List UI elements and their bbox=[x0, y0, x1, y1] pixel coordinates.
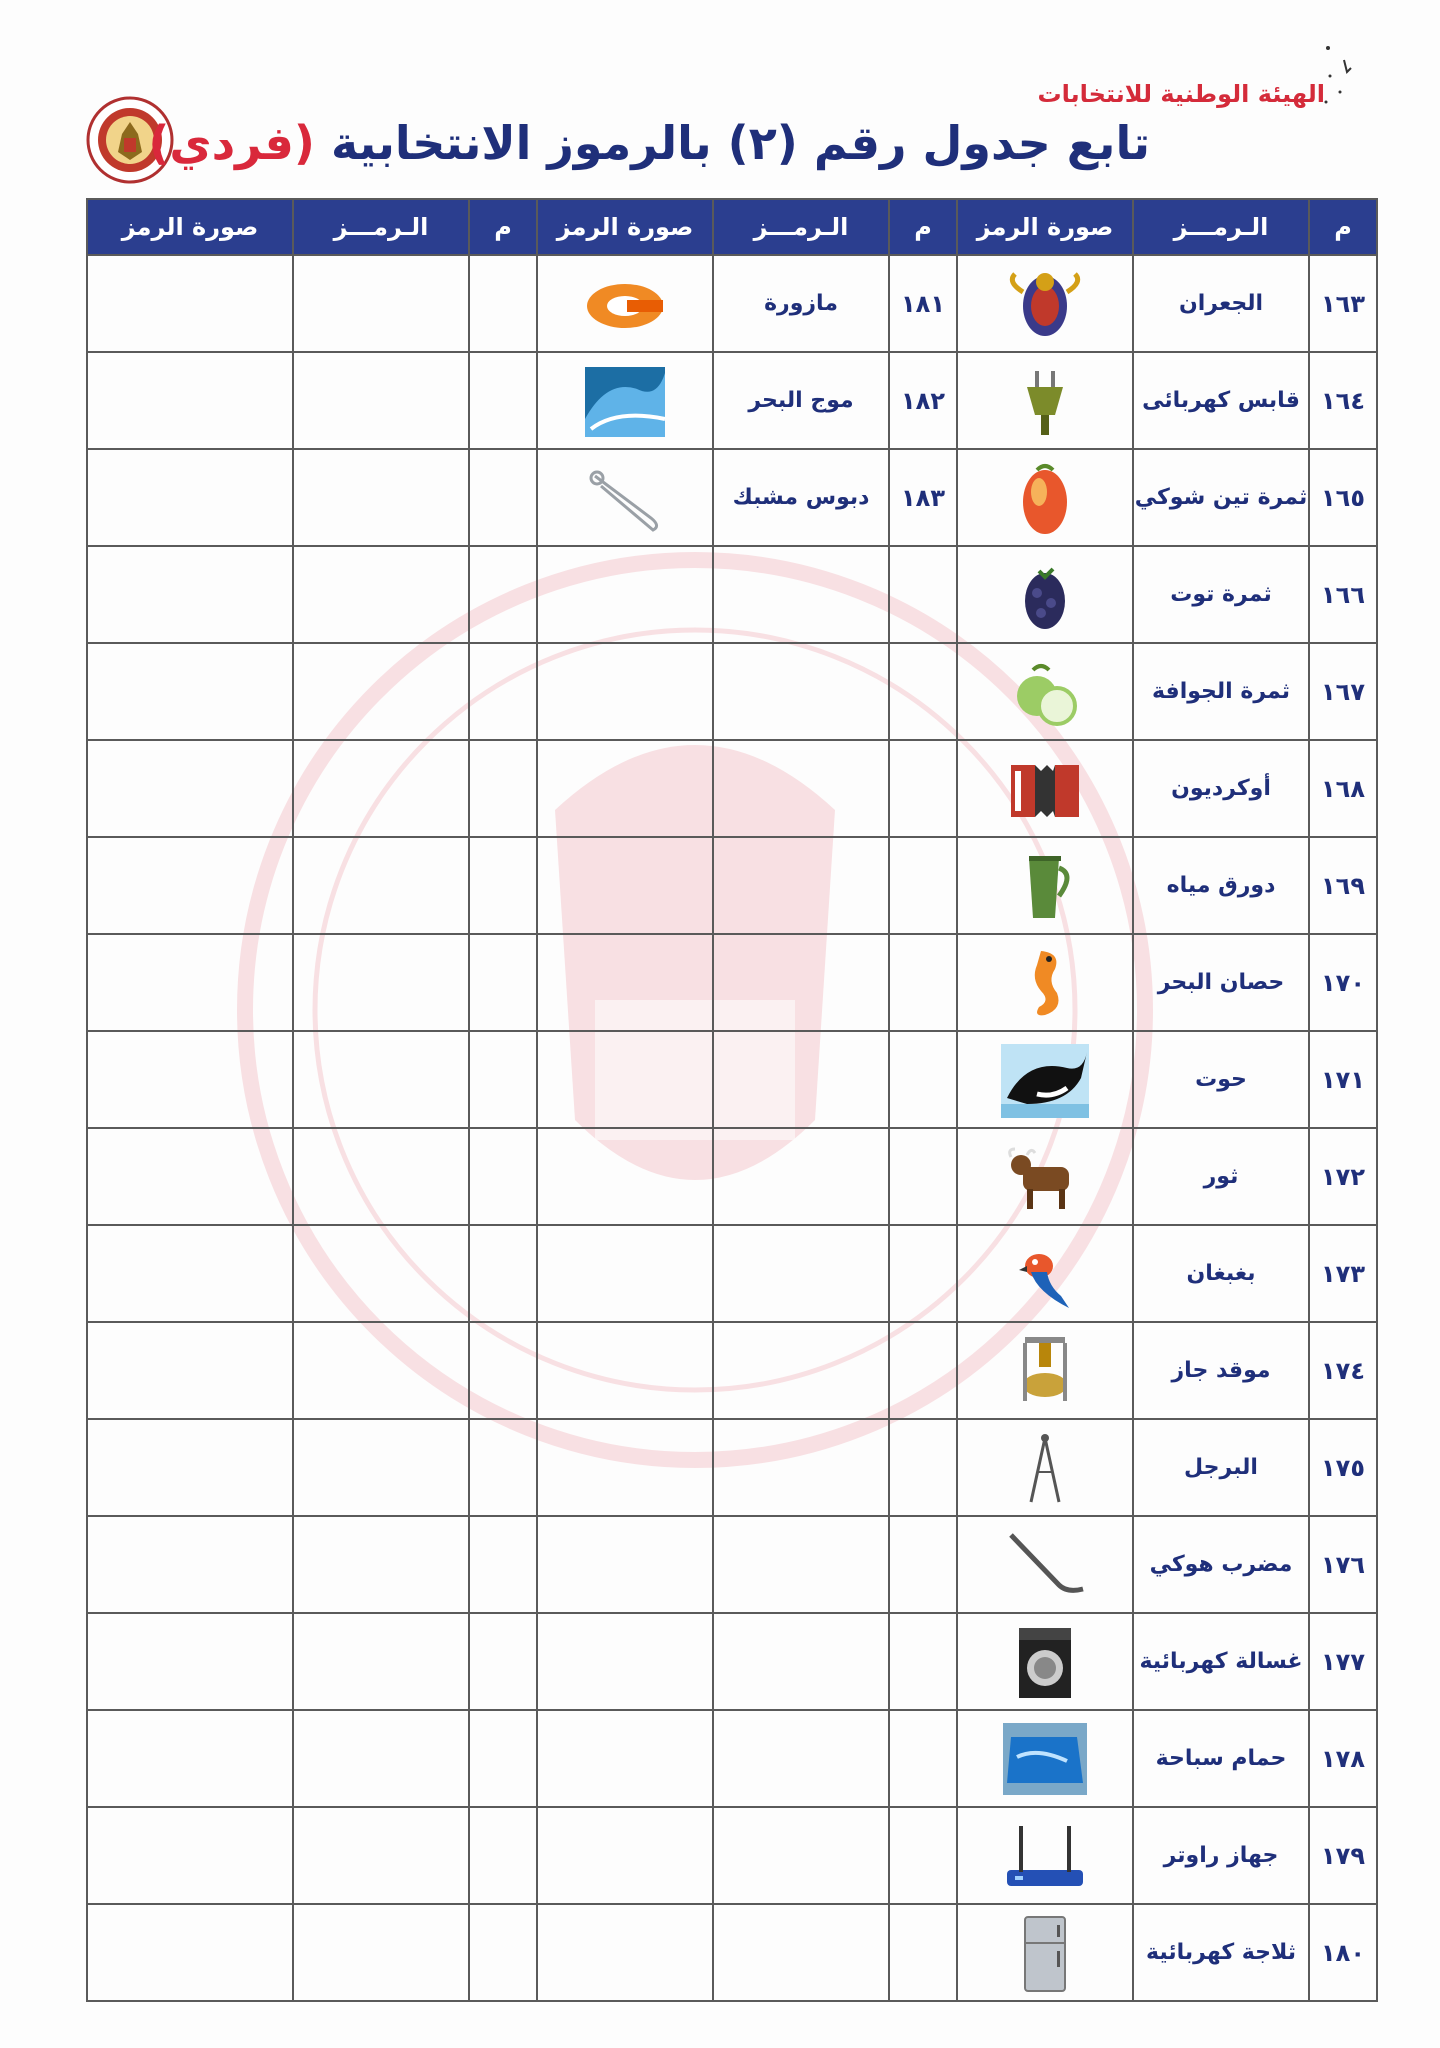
symbol-image-cell bbox=[87, 1322, 293, 1419]
col-header-number: م bbox=[1309, 199, 1377, 255]
symbol-name bbox=[713, 1128, 889, 1225]
row-number: ١٦٥ bbox=[1309, 449, 1377, 546]
row-number bbox=[469, 1128, 537, 1225]
symbol-image-cell bbox=[537, 1419, 713, 1516]
safety-pin-icon bbox=[577, 456, 673, 540]
table-row bbox=[87, 934, 1377, 1031]
symbol-name bbox=[713, 1613, 889, 1710]
symbol-name bbox=[293, 1225, 469, 1322]
symbol-image-cell bbox=[87, 1225, 293, 1322]
symbol-image-cell bbox=[87, 934, 293, 1031]
row-number bbox=[469, 1904, 537, 2001]
symbol-image-cell bbox=[87, 1031, 293, 1128]
symbol-name bbox=[713, 837, 889, 934]
bull-icon bbox=[997, 1135, 1093, 1219]
symbol-image-cell bbox=[537, 1516, 713, 1613]
symbol-image-cell bbox=[957, 1225, 1133, 1322]
row-number bbox=[889, 1710, 957, 1807]
row-number bbox=[469, 1322, 537, 1419]
row-number bbox=[469, 1613, 537, 1710]
symbol-image-cell bbox=[537, 740, 713, 837]
row-number bbox=[469, 1225, 537, 1322]
symbol-name bbox=[293, 1904, 469, 2001]
row-number bbox=[889, 1128, 957, 1225]
symbol-image-cell bbox=[87, 1807, 293, 1904]
symbol-name bbox=[293, 1031, 469, 1128]
symbol-image-cell bbox=[87, 546, 293, 643]
symbol-name: حمام سباحة bbox=[1133, 1710, 1309, 1807]
table-row bbox=[87, 352, 1377, 449]
row-number bbox=[889, 1904, 957, 2001]
symbol-name: موج البحر bbox=[713, 352, 889, 449]
symbol-name: موقد جاز bbox=[1133, 1322, 1309, 1419]
symbol-name bbox=[293, 643, 469, 740]
symbol-image-cell bbox=[957, 1516, 1133, 1613]
symbol-name: مضرب هوكي bbox=[1133, 1516, 1309, 1613]
symbol-image-cell bbox=[87, 1516, 293, 1613]
symbol-name: بغبغان bbox=[1133, 1225, 1309, 1322]
symbol-name bbox=[293, 1516, 469, 1613]
symbol-image-cell bbox=[957, 1031, 1133, 1128]
row-number bbox=[889, 1225, 957, 1322]
row-number bbox=[889, 1031, 957, 1128]
table-row bbox=[87, 1613, 1377, 1710]
row-number: ١٧٣ bbox=[1309, 1225, 1377, 1322]
symbol-image-cell bbox=[537, 643, 713, 740]
table-row bbox=[87, 1419, 1377, 1516]
whale-icon bbox=[997, 1038, 1093, 1122]
symbol-image-cell bbox=[537, 837, 713, 934]
symbol-image-cell bbox=[537, 352, 713, 449]
symbol-image-cell bbox=[87, 1613, 293, 1710]
row-number: ١٧٥ bbox=[1309, 1419, 1377, 1516]
symbol-name: دورق مياه bbox=[1133, 837, 1309, 934]
col-header-image: صورة الرمز bbox=[537, 199, 713, 255]
table-row bbox=[87, 255, 1377, 352]
symbol-image-cell bbox=[87, 837, 293, 934]
symbol-name bbox=[293, 1322, 469, 1419]
symbol-name: دبوس مشبك bbox=[713, 449, 889, 546]
symbol-name: البرجل bbox=[1133, 1419, 1309, 1516]
row-number: ١٨٣ bbox=[889, 449, 957, 546]
symbol-image-cell bbox=[537, 934, 713, 1031]
row-number bbox=[889, 1807, 957, 1904]
symbol-name bbox=[713, 1322, 889, 1419]
row-number bbox=[469, 255, 537, 352]
symbol-name: حوت bbox=[1133, 1031, 1309, 1128]
symbol-image-cell bbox=[957, 934, 1133, 1031]
symbol-image-cell bbox=[957, 449, 1133, 546]
symbol-image-cell bbox=[957, 1419, 1133, 1516]
col-header-number: م bbox=[889, 199, 957, 255]
guava-icon bbox=[997, 650, 1093, 734]
symbol-name bbox=[713, 643, 889, 740]
symbol-name: ثور bbox=[1133, 1128, 1309, 1225]
table-row bbox=[87, 546, 1377, 643]
symbol-image-cell bbox=[957, 1904, 1133, 2001]
symbol-name bbox=[293, 1710, 469, 1807]
col-header-number: م bbox=[469, 199, 537, 255]
table-row bbox=[87, 1710, 1377, 1807]
row-number bbox=[889, 546, 957, 643]
symbol-name bbox=[293, 1807, 469, 1904]
router-icon bbox=[997, 1814, 1093, 1898]
row-number bbox=[469, 1807, 537, 1904]
symbol-name: ثلاجة كهربائية bbox=[1133, 1904, 1309, 2001]
row-number: ١٨١ bbox=[889, 255, 957, 352]
symbol-name bbox=[713, 1031, 889, 1128]
row-number: ١٦٩ bbox=[1309, 837, 1377, 934]
row-number: ١٦٦ bbox=[1309, 546, 1377, 643]
row-number: ١٧٧ bbox=[1309, 1613, 1377, 1710]
symbol-name bbox=[293, 1128, 469, 1225]
row-number bbox=[469, 837, 537, 934]
symbol-name: حصان البحر bbox=[1133, 934, 1309, 1031]
symbol-image-cell bbox=[87, 643, 293, 740]
col-header-symbol: الـرمـــز bbox=[1133, 199, 1309, 255]
row-number bbox=[469, 1710, 537, 1807]
row-number bbox=[469, 1419, 537, 1516]
symbol-image-cell bbox=[87, 1710, 293, 1807]
symbol-image-cell bbox=[957, 352, 1133, 449]
symbol-name bbox=[293, 740, 469, 837]
col-header-symbol: الـرمـــز bbox=[293, 199, 469, 255]
row-number bbox=[469, 1516, 537, 1613]
seahorse-icon bbox=[997, 941, 1093, 1025]
symbol-image-cell bbox=[957, 740, 1133, 837]
row-number bbox=[469, 1031, 537, 1128]
symbol-name bbox=[713, 1710, 889, 1807]
symbol-name: قابس كهربائى bbox=[1133, 352, 1309, 449]
symbol-name bbox=[713, 740, 889, 837]
symbol-image-cell bbox=[537, 1904, 713, 2001]
symbol-image-cell bbox=[537, 449, 713, 546]
row-number: ١٧٨ bbox=[1309, 1710, 1377, 1807]
symbol-image-cell bbox=[537, 546, 713, 643]
symbol-name bbox=[293, 546, 469, 643]
symbol-image-cell bbox=[957, 546, 1133, 643]
symbols-table bbox=[86, 198, 1378, 2002]
symbol-name bbox=[713, 1516, 889, 1613]
symbol-name bbox=[713, 546, 889, 643]
table-body bbox=[87, 255, 1377, 2001]
symbol-image-cell bbox=[537, 1128, 713, 1225]
washing-machine-icon bbox=[997, 1620, 1093, 1704]
symbol-image-cell bbox=[87, 255, 293, 352]
row-number bbox=[889, 1322, 957, 1419]
row-number bbox=[889, 740, 957, 837]
accordion-icon bbox=[997, 747, 1093, 831]
table-row bbox=[87, 837, 1377, 934]
row-number: ١٧٤ bbox=[1309, 1322, 1377, 1419]
symbol-name bbox=[293, 1419, 469, 1516]
row-number bbox=[889, 643, 957, 740]
table-row bbox=[87, 1031, 1377, 1128]
symbol-name: أوكرديون bbox=[1133, 740, 1309, 837]
row-number: ١٧٢ bbox=[1309, 1128, 1377, 1225]
symbol-name bbox=[293, 449, 469, 546]
symbol-name bbox=[293, 837, 469, 934]
parrot-icon bbox=[997, 1232, 1093, 1316]
symbol-name bbox=[293, 1613, 469, 1710]
row-number bbox=[469, 934, 537, 1031]
prickly-pear-icon bbox=[997, 456, 1093, 540]
row-number: ١٦٣ bbox=[1309, 255, 1377, 352]
symbol-image-cell bbox=[537, 1807, 713, 1904]
row-number: ١٦٧ bbox=[1309, 643, 1377, 740]
row-number bbox=[469, 740, 537, 837]
scarab-icon bbox=[997, 262, 1093, 346]
symbol-image-cell bbox=[87, 1904, 293, 2001]
symbol-name bbox=[293, 352, 469, 449]
symbol-name bbox=[713, 1225, 889, 1322]
symbol-image-cell bbox=[87, 740, 293, 837]
symbol-name bbox=[713, 934, 889, 1031]
organization-name: الهيئة الوطنية للانتخابات bbox=[1037, 80, 1325, 108]
table-row bbox=[87, 1904, 1377, 2001]
row-number bbox=[889, 1419, 957, 1516]
symbol-name: ثمرة الجوافة bbox=[1133, 643, 1309, 740]
water-jug-icon bbox=[997, 844, 1093, 928]
page-title bbox=[148, 116, 1150, 170]
symbol-image-cell bbox=[537, 1710, 713, 1807]
symbol-image-cell bbox=[957, 255, 1133, 352]
table-row bbox=[87, 1128, 1377, 1225]
symbol-image-cell bbox=[87, 1128, 293, 1225]
table-row bbox=[87, 449, 1377, 546]
blackberry-icon bbox=[997, 553, 1093, 637]
measuring-tape-icon bbox=[577, 262, 673, 346]
symbol-image-cell bbox=[537, 1322, 713, 1419]
symbol-image-cell bbox=[537, 1031, 713, 1128]
title-highlight: (فردي) bbox=[148, 116, 315, 170]
symbol-name: جهاز راوتر bbox=[1133, 1807, 1309, 1904]
hockey-stick-icon bbox=[997, 1523, 1093, 1607]
table-row bbox=[87, 740, 1377, 837]
table-row bbox=[87, 1225, 1377, 1322]
row-number bbox=[469, 449, 537, 546]
symbol-image-cell bbox=[957, 1807, 1133, 1904]
row-number: ١٧٠ bbox=[1309, 934, 1377, 1031]
refrigerator-icon bbox=[997, 1911, 1093, 1995]
symbol-name: غسالة كهربائية bbox=[1133, 1613, 1309, 1710]
symbol-name bbox=[293, 255, 469, 352]
row-number bbox=[889, 1516, 957, 1613]
row-number bbox=[469, 546, 537, 643]
row-number: ١٧٩ bbox=[1309, 1807, 1377, 1904]
electric-plug-icon bbox=[997, 359, 1093, 443]
symbol-image-cell bbox=[957, 1613, 1133, 1710]
table-header bbox=[87, 199, 1377, 255]
table-row bbox=[87, 1807, 1377, 1904]
symbol-image-cell bbox=[957, 1128, 1133, 1225]
symbol-image-cell bbox=[957, 643, 1133, 740]
symbol-name: ثمرة تين شوكي bbox=[1133, 449, 1309, 546]
symbol-name bbox=[713, 1807, 889, 1904]
symbol-image-cell bbox=[87, 1419, 293, 1516]
symbol-image-cell bbox=[87, 352, 293, 449]
symbol-name bbox=[293, 934, 469, 1031]
row-number bbox=[469, 352, 537, 449]
swimming-pool-icon bbox=[997, 1717, 1093, 1801]
col-header-symbol: الـرمـــز bbox=[713, 199, 889, 255]
scan-marks bbox=[1320, 40, 1360, 130]
compass-icon bbox=[997, 1426, 1093, 1510]
col-header-image: صورة الرمز bbox=[87, 199, 293, 255]
symbol-image-cell bbox=[957, 1710, 1133, 1807]
symbol-name: الجعران bbox=[1133, 255, 1309, 352]
symbol-image-cell bbox=[537, 255, 713, 352]
symbol-image-cell bbox=[957, 1322, 1133, 1419]
row-number bbox=[889, 1613, 957, 1710]
row-number bbox=[469, 643, 537, 740]
row-number: ١٦٨ bbox=[1309, 740, 1377, 837]
row-number: ١٧٦ bbox=[1309, 1516, 1377, 1613]
row-number bbox=[889, 837, 957, 934]
table-row bbox=[87, 1516, 1377, 1613]
symbol-image-cell bbox=[537, 1613, 713, 1710]
row-number: ١٨٢ bbox=[889, 352, 957, 449]
symbol-image-cell bbox=[537, 1225, 713, 1322]
title-main: تابع جدول رقم (٢) بالرموز الانتخابية bbox=[330, 116, 1150, 170]
row-number bbox=[889, 934, 957, 1031]
symbol-name: ثمرة توت bbox=[1133, 546, 1309, 643]
symbol-name bbox=[713, 1904, 889, 2001]
symbol-image-cell bbox=[87, 449, 293, 546]
row-number: ١٦٤ bbox=[1309, 352, 1377, 449]
symbol-name: مازورة bbox=[713, 255, 889, 352]
row-number: ١٧١ bbox=[1309, 1031, 1377, 1128]
kerosene-stove-icon bbox=[997, 1329, 1093, 1413]
symbol-name bbox=[713, 1419, 889, 1516]
symbol-image-cell bbox=[957, 837, 1133, 934]
table-row bbox=[87, 1322, 1377, 1419]
col-header-image: صورة الرمز bbox=[957, 199, 1133, 255]
row-number: ١٨٠ bbox=[1309, 1904, 1377, 2001]
sea-wave-icon bbox=[577, 359, 673, 443]
table-row bbox=[87, 643, 1377, 740]
